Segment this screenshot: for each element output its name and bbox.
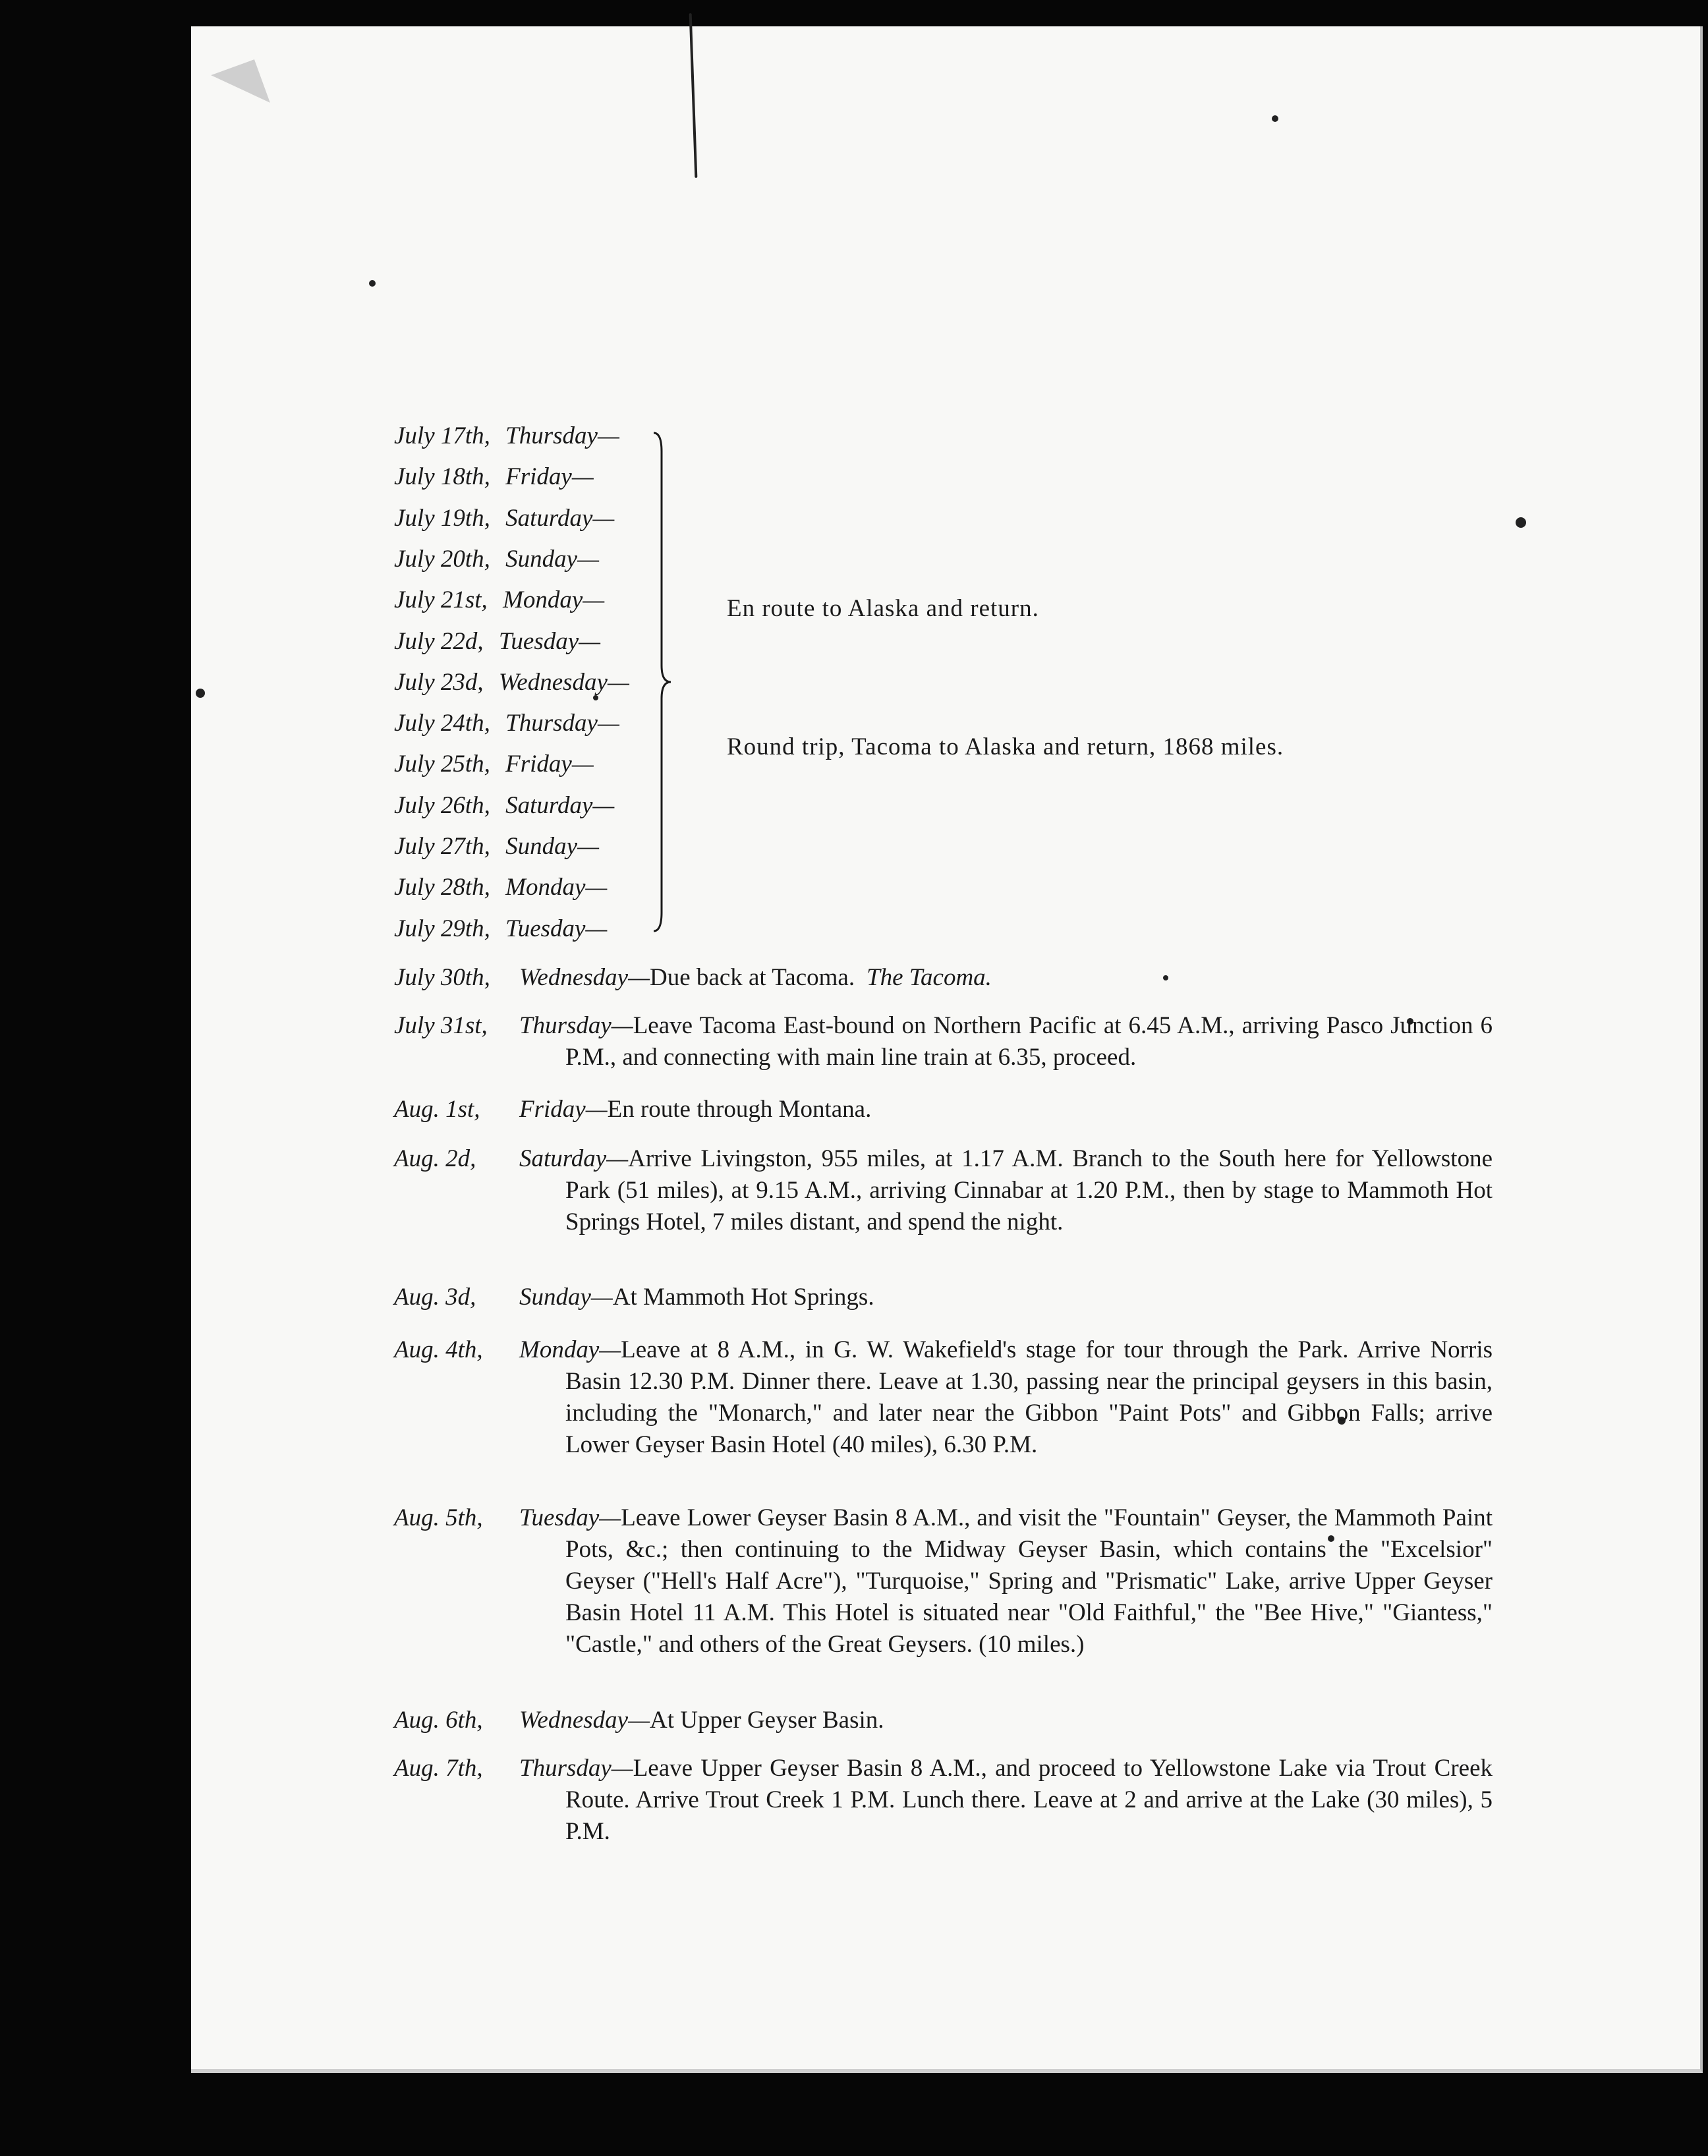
day-date: July 26th, [394, 791, 490, 819]
entry-weekday: Thursday— [519, 1755, 633, 1782]
entry-date: Aug. 1st, [394, 1096, 480, 1123]
entry-date: July 30th, [394, 964, 490, 991]
entry-date: Aug. 4th, [394, 1336, 483, 1363]
entry-date: Aug. 5th, [394, 1504, 483, 1531]
itinerary-entry [394, 1094, 1493, 1125]
itinerary-entry [394, 962, 1493, 994]
entry-weekday: Monday— [519, 1336, 621, 1363]
day-date: July 18th, [394, 463, 490, 491]
entry-weekday: Tuesday— [519, 1504, 621, 1531]
entry-text: Due back at Tacoma. [650, 964, 855, 991]
speck [196, 689, 205, 698]
day-weekday: Sunday— [499, 833, 599, 860]
day-date: July 17th, [394, 422, 490, 449]
entry-weekday: Sunday— [519, 1284, 613, 1311]
bracket-day-row [394, 668, 629, 696]
entry-weekday: Friday— [519, 1096, 608, 1123]
day-weekday: Thursday— [499, 710, 619, 737]
day-date: July 19th, [394, 504, 490, 532]
entry-text: At Mammoth Hot Springs. [612, 1284, 874, 1311]
entry-text: Leave Lower Geyser Basin 8 A.M., and visit the "Fountain" Geyser, the Mammoth Paint Pots, &c.; then continuing to the Midway Geyser Basin, which contains the "Excelsior" Geyser ("Hell's Half Acre"), "Turquoise," Spring and "Prismatic" Lake, arrive Upper Geyser Basin Hotel 11 A.M. This Hotel is situated near "Old Faithful," the "Bee Hive," "Giantess," "Castle," and others of the Great Geysers. (10 miles.) [565, 1504, 1493, 1658]
bracket-day-row [394, 832, 599, 861]
bracket-day-row [394, 586, 604, 614]
itinerary-entry [394, 1334, 1493, 1461]
day-weekday: Monday— [496, 586, 605, 614]
day-weekday: Saturday— [499, 791, 615, 819]
bracket-note-1: En route to Alaska and return. [727, 595, 1039, 622]
day-date: July 27th, [394, 833, 490, 860]
entry-text: At Upper Geyser Basin. [650, 1707, 884, 1734]
entry-text-italic: The Tacoma. [867, 964, 992, 991]
bracket-day-row [394, 545, 599, 573]
bracket-note-2: Round trip, Tacoma to Alaska and return, 1868 miles. [727, 733, 1284, 760]
itinerary-entry [394, 1502, 1493, 1660]
day-date: July 20th, [394, 545, 490, 573]
entry-weekday: Wednesday— [519, 1707, 650, 1734]
bracket-day-row [394, 915, 607, 943]
day-date: July 22d, [394, 627, 484, 655]
entry-text: Leave Upper Geyser Basin 8 A.M., and proceed to Yellowstone Lake via Trout Creek Route. Arrive Trout Creek 1 P.M. Lunch there. Leave at 2 and arrive at the Lake (30 miles), 5 P.M. [565, 1755, 1493, 1845]
entry-date: Aug. 7th, [394, 1755, 483, 1782]
entry-date: Aug. 3d, [394, 1284, 476, 1311]
day-weekday: Tuesday— [499, 915, 608, 942]
day-date: July 29th, [394, 915, 490, 942]
bracket-day-row [394, 504, 614, 532]
entry-weekday: Saturday— [519, 1145, 629, 1172]
day-date: July 23d, [394, 668, 484, 696]
day-weekday: Thursday— [499, 422, 619, 449]
entry-date: Aug. 6th, [394, 1707, 483, 1734]
bracket-day-row [394, 422, 619, 450]
itinerary-entry [394, 1282, 1493, 1313]
entry-weekday: Thursday— [519, 1012, 633, 1039]
bracket-day-row [394, 873, 607, 901]
day-weekday: Friday— [499, 751, 594, 778]
entry-date: July 31st, [394, 1012, 488, 1039]
speck [369, 280, 376, 287]
right-brace [652, 432, 672, 932]
entry-text: Leave at 8 A.M., in G. W. Wakefield's stage for tour through the Park. Arrive Norris Basin 12.30 P.M. Dinner there. Leave at 1.30, passing near the principal geysers in this basin, including the "Monarch," and later near the Gibbon "Paint Pots" and Gibbon Falls; arrive Lower Geyser Basin Hotel (40 miles), 6.30 P.M. [565, 1336, 1493, 1458]
bracket-day-row [394, 463, 594, 491]
entry-text: Leave Tacoma East-bound on Northern Pacific at 6.45 A.M., arriving Pasco Junction 6 P.M., and connecting with main line train at 6.35, proceed. [565, 1012, 1493, 1071]
day-weekday: Friday— [499, 463, 594, 491]
itinerary-entry [394, 1143, 1493, 1238]
bracket-day-row [394, 709, 619, 737]
day-weekday: Wednesday— [492, 668, 629, 696]
entry-date: Aug. 2d, [394, 1145, 476, 1172]
day-weekday: Tuesday— [492, 627, 601, 655]
day-date: July 21st, [394, 586, 488, 614]
entry-text: En route through Montana. [607, 1096, 872, 1123]
day-date: July 25th, [394, 751, 490, 778]
day-date: July 28th, [394, 874, 490, 901]
speck [1272, 115, 1278, 122]
itinerary-entry [394, 1705, 1493, 1736]
bracket-day-row [394, 750, 594, 778]
entry-weekday: Wednesday— [519, 964, 650, 991]
itinerary-entry [394, 1010, 1493, 1073]
day-weekday: Monday— [499, 874, 608, 901]
day-date: July 24th, [394, 710, 490, 737]
bracket-day-row [394, 791, 614, 820]
speck [1516, 517, 1526, 528]
day-weekday: Saturday— [499, 504, 615, 532]
bracket-day-row [394, 627, 600, 656]
entry-text: Arrive Livingston, 955 miles, at 1.17 A.M. Branch to the South here for Yellowstone Park (51 miles), at 9.15 A.M., arriving Cinnabar at 1.20 P.M., then by stage to Mammoth Hot Springs Hotel, 7 miles distant, and spend the night. [565, 1145, 1493, 1235]
itinerary-entry [394, 1753, 1493, 1848]
day-weekday: Sunday— [499, 545, 599, 573]
